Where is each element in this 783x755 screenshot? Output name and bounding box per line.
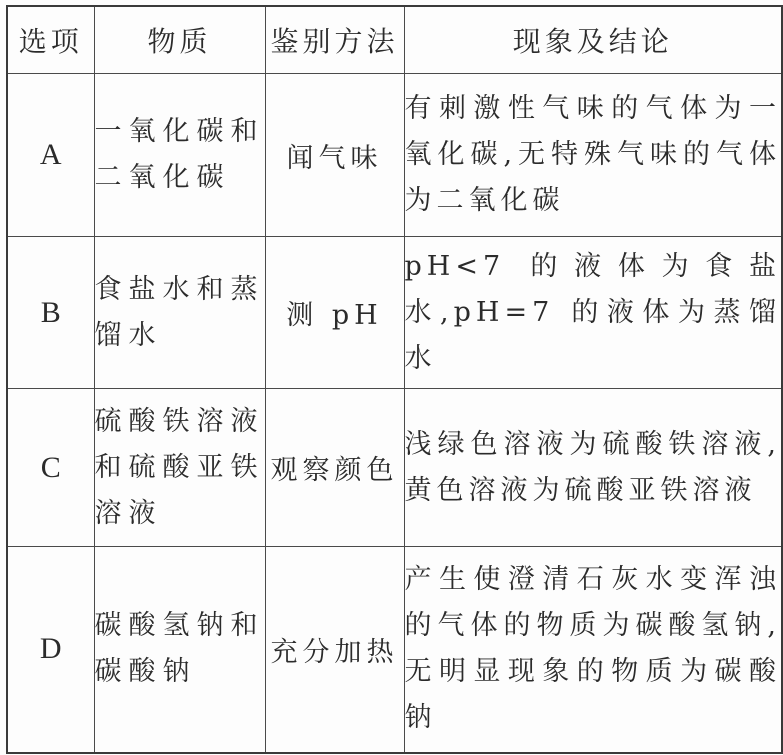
table-row-d [7, 547, 782, 753]
header-substance: 物质 [94, 6, 265, 74]
option-label: C [7, 389, 94, 547]
header-result: 现象及结论 [404, 6, 782, 74]
method-cell: 闻气味 [265, 74, 404, 237]
substance-cell: 硫酸铁溶液和硫酸亚铁溶液 [94, 389, 265, 547]
identification-table [6, 5, 783, 754]
method-cell: 观察颜色 [265, 389, 404, 547]
header-method: 鉴别方法 [265, 6, 404, 74]
result-cell: 浅绿色溶液为硫酸铁溶液,黄色溶液为硫酸亚铁溶液 [404, 389, 782, 547]
result-cell: 有刺激性气味的气体为一氧化碳,无特殊气味的气体为二氧化碳 [404, 74, 782, 237]
option-label: D [7, 547, 94, 753]
table-row-b [7, 237, 782, 389]
substance-cell: 碳酸氢钠和碳酸钠 [94, 547, 265, 753]
option-label: B [7, 237, 94, 389]
substance-cell: 食盐水和蒸馏水 [94, 237, 265, 389]
table-row-c [7, 389, 782, 547]
result-cell: pH<7 的液体为食盐水,pH=7 的液体为蒸馏水 [404, 237, 782, 389]
header-option: 选项 [7, 6, 94, 74]
option-label: A [7, 74, 94, 237]
table-row-a [7, 74, 782, 237]
result-cell: 产生使澄清石灰水变浑浊的气体的物质为碳酸氢钠,无明显现象的物质为碳酸钠 [404, 547, 782, 753]
header-row [7, 6, 782, 74]
substance-cell: 一氧化碳和二氧化碳 [94, 74, 265, 237]
method-cell: 充分加热 [265, 547, 404, 753]
method-cell: 测 pH [265, 237, 404, 389]
